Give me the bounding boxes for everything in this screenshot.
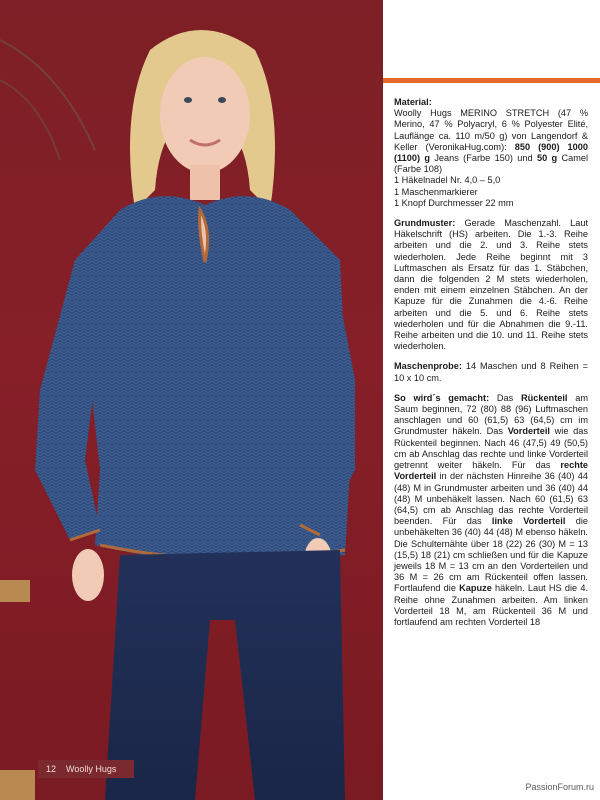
material-heading: Material: [394,97,432,107]
instructions-section [394,393,588,628]
pattern-section [394,218,588,352]
instructions-text: wie das Rückenteil beginnen. Nach 46 (47,5) 49 (50,5) cm ab Anschlag das rechte und linke Vorderteil getrennt weiter häkeln. Für das [394,426,588,471]
term-right-front: rechte Vorderteil [394,460,588,482]
material-yarn: Woolly Hugs MERINO STRETCH (47 % Merino, 47 % Polyacryl, 6 % Polyester Elité, Lauflänge ca. 110 m/50 g) von Langendorf & Keller (VeronikaHug.com): [394,108,588,152]
instructions-column [394,97,588,637]
term-hood: Kapuze [459,583,492,594]
material-item: 1 Maschenmarkierer [394,186,478,197]
watermark: PassionForum.ru [525,782,594,792]
instructions-text: Das [489,392,521,403]
instructions-text: die unbehäkelten 36 (40) 44 (48) M ebenso häkeln. Die Schulternähte über 18 (22) 26 (30) M = 13 (15,5) 18 (21) cm schließen und für die Kapuze jeweils 18 M = 13 cm an den Vorderteilen und 36 M = 26 cm am Rückenteil offen lassen. Fortlaufend die [394,516,588,594]
instructions-heading: So wird´s gemacht: [394,392,490,403]
gauge-text: 14 Maschen und 8 Reihen = 10 x 10 cm. [394,361,588,383]
gauge-heading: Maschenprobe: [394,361,462,372]
instructions-text: am Saum beginnen, 72 (80) 88 (96) Luftmaschen anschlagen und 60 (61,5) 63 (64,5) cm im Grundmuster häkeln. Das [394,392,588,437]
material-item: 1 Knopf Durchmesser 22 mm [394,197,514,208]
term-front: Vorderteil [507,426,550,437]
material-camel-label: Camel (Farbe 108) [394,153,589,175]
term-back: Rückenteil [521,392,568,403]
accent-rule [383,78,600,83]
material-section [394,97,588,209]
page-number: 12 [46,764,57,774]
instructions-text: in der nächsten Hinreihe 36 (40) 44 (48) M in Grundmuster arbeiten und 36 (40) 44 (48) M unbehäkelt lassen. Nach 60 (61,5) 63 (64,5) cm ab Anschlag das rechte Vorderteil beenden. Für das [394,471,588,527]
magazine-name: Woolly Hugs [66,764,117,774]
pattern-heading: Grundmuster: [394,218,456,229]
instructions-text: häkeln. Laut HS die 4. Reihe ohne Zunahmen arbeiten. Am linken Vorderteil 18 M, am Rückenteil 36 M und fortlaufend am rechten Vorderteil 18 [394,583,588,627]
material-jeans-label: Jeans (Farbe 150) und [430,153,537,164]
material-item: 1 Häkelnadel Nr. 4,0 – 5,0 [394,175,501,186]
material-amount-camel: 50 g [536,153,558,164]
gauge-section [394,361,588,383]
material-amount-jeans: 850 (900) 1000 (1100) g [394,141,588,164]
pattern-text: Gerade Maschenzahl. Laut Häkelschrift (HS) arbeiten. Die 1.-3. Reihe arbeiten und die 2. und 3. Reihe stets wiederholen. Jede Reihe beginnt mit 3 Luftmaschen als Ersatz für das 1. Stäbchen, dann die folgenden 2 M stets wiederholen, enden mit einem einzelnen Stäbchen. An der Kapuze für die Zunahmen die 4.-6. Reihe arbeiten und die 5. und 6. Reihe stets wiederholen und für die Abnahmen die 9.-11. Reihe arbeiten und die 10. und 11. Reihe stets wiederholen. [394,218,588,352]
term-left-front: linke Vorderteil [491,516,566,527]
page-footer [38,760,134,778]
